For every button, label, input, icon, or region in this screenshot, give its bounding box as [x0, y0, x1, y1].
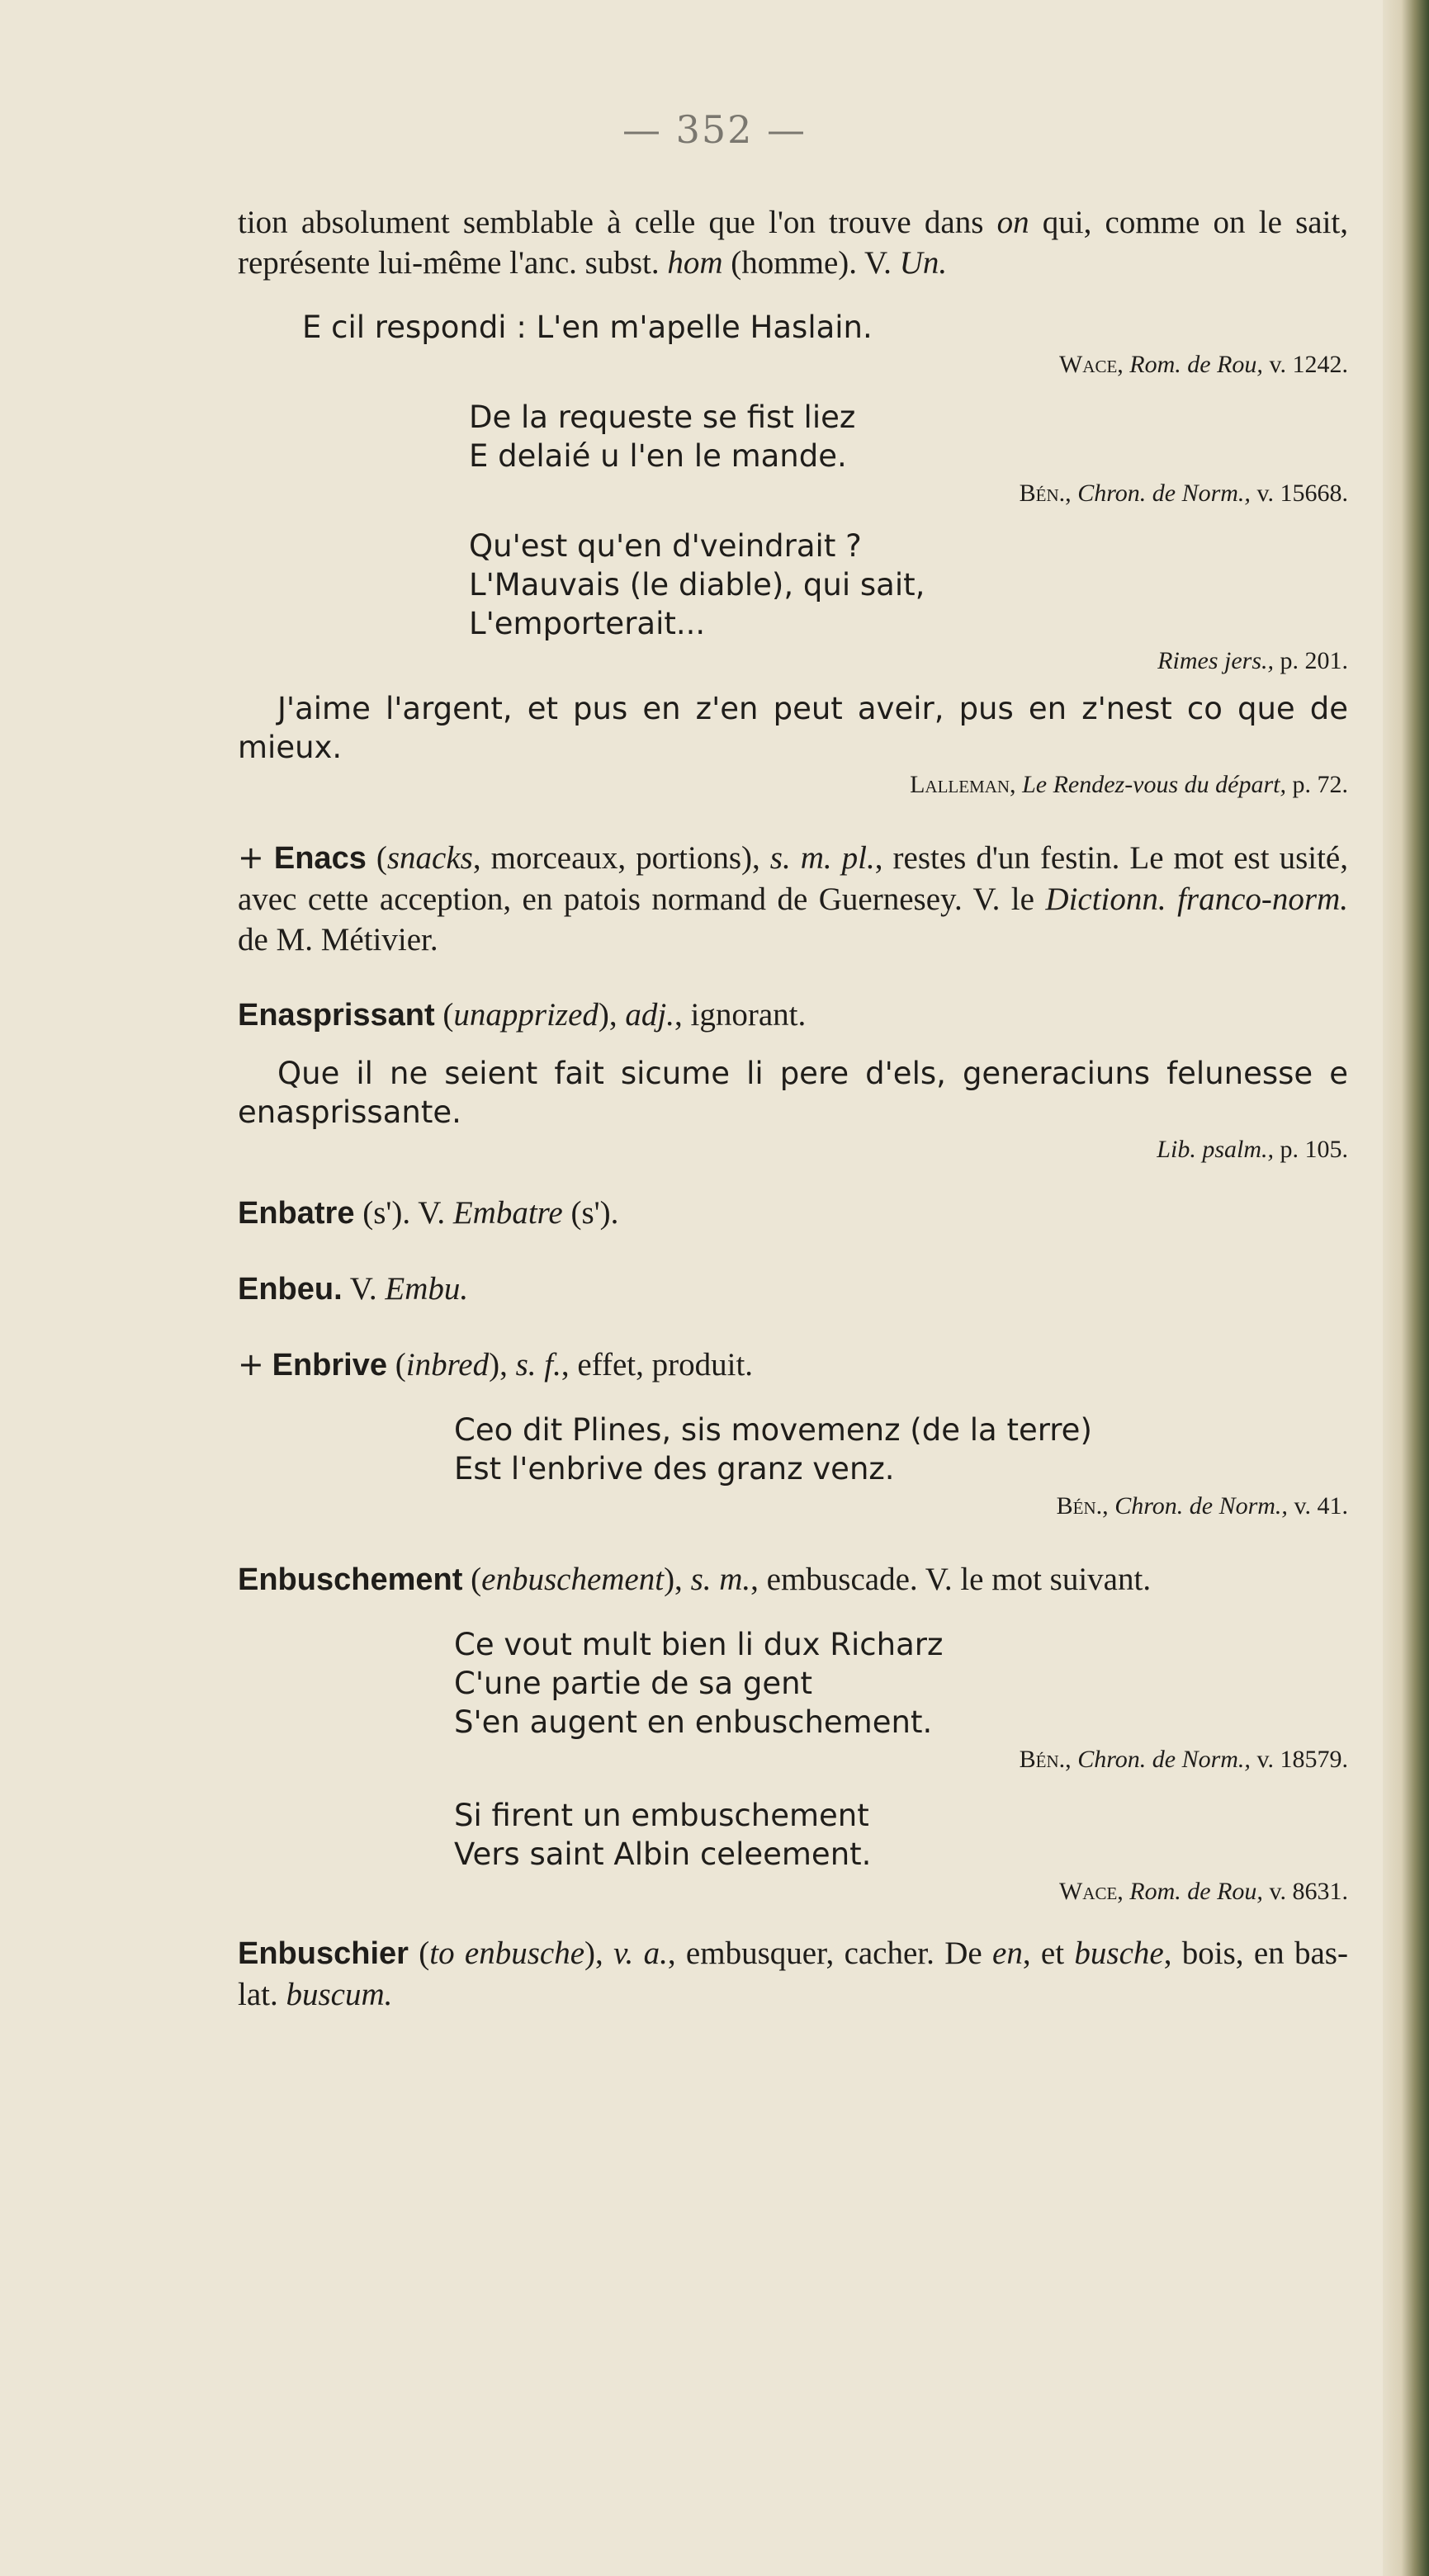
quote-source: Lib. psalm., p. 105.: [1157, 1136, 1348, 1163]
quote-source: Lalleman, Le Rendez-vous du départ, p. 72.: [910, 771, 1348, 798]
page-body: [238, 202, 1348, 2015]
quote-source: Bén., Chron. de Norm., v. 41.: [1056, 1492, 1348, 1520]
quote-ben-3: Ce vout mult bien li dux Richarz C'une partie de sa gent S'en augent en enbuschement. Bén., Chron. de Norm., v. 18579.: [238, 1625, 1348, 1778]
entry-enbatre: Enbatre (s'). V. Embatre (s').: [238, 1195, 619, 1231]
quote-lalleman: J'aime l'argent, et pus en z'en peut aveir, pus en z'nest co que de mieux. Lalleman, Le Rendez-vous du départ, p. 72.: [238, 689, 1348, 803]
headword: Enacs: [273, 841, 367, 876]
quote-wace-2: Si firent un embuschement Vers saint Albin celeement. Wace, Rom. de Rou, v. 8631.: [238, 1796, 1348, 1910]
entry-enacs: + Enacs (snacks, morceaux, portions), s. m. pl., restes d'un festin. Le mot est usité, avec cette acception, en patois normand de Guernesey. V. le Dictionn. franco-norm. de M. Métivier.: [238, 839, 1348, 957]
quote-wace-1: E cil respondi : L'en m'apelle Haslain. Wace, Rom. de Rou, v. 1242.: [238, 308, 1348, 383]
cross-mark: +: [238, 1346, 264, 1383]
headword: Enasprissant: [238, 998, 435, 1033]
page-number: — 352 —: [622, 107, 807, 152]
intro-paragraph: tion absolument semblable à celle que l'on trouve dans on qui, comme on le sait, représente lui-même l'anc. subst. hom (homme). V. Un.: [238, 205, 1348, 281]
headword: Enbrive: [272, 1348, 387, 1383]
entry-enbuschement: Enbuschement (enbuschement), s. m., embuscade. V. le mot suivant.: [238, 1562, 1152, 1597]
headword: Enbatre: [238, 1196, 355, 1231]
entry-enbuschier: Enbuschier (to enbusche), v. a., embusquer, cacher. De en, et busche, bois, en bas-lat. buscum.: [238, 1936, 1348, 2012]
page-edge: [1383, 0, 1429, 2576]
entry-enbrive: + Enbrive (inbred), s. f., effet, produit.: [238, 1346, 754, 1383]
quote-source: Wace, Rom. de Rou, v. 8631.: [1058, 1878, 1348, 1905]
entry-enbeu: Enbeu. V. Embu.: [238, 1271, 469, 1307]
headword: Enbeu.: [238, 1272, 343, 1307]
quote-source: Bén., Chron. de Norm., v. 18579.: [1019, 1746, 1348, 1773]
quote-source: Bén., Chron. de Norm., v. 15668.: [1019, 480, 1348, 507]
quote-lib-psalm: Que il ne seient fait sicume li pere d'els, generaciuns felunesse e enasprissante. Lib. psalm., p. 105.: [238, 1054, 1348, 1168]
entry-enasprissant: Enasprissant (unapprized), adj., ignorant.: [238, 997, 807, 1033]
headword: Enbuschier: [238, 1936, 409, 1971]
quote-rimes-jers: Qu'est qu'en d'veindrait ? L'Mauvais (le diable), qui sait, L'emporterait... Rimes jers., p. 201.: [238, 527, 1348, 679]
quote-ben-2: Ceo dit Plines, sis movemenz (de la terre) Est l'enbrive des granz venz. Bén., Chron. de Norm., v. 41.: [238, 1411, 1348, 1524]
headword: Enbuschement: [238, 1562, 463, 1597]
quote-source: Wace, Rom. de Rou, v. 1242.: [1058, 351, 1348, 378]
quote-source: Rimes jers., p. 201.: [1157, 647, 1348, 674]
cross-mark: +: [238, 839, 264, 876]
quote-ben-1: De la requeste se fist liez E delaié u l'en le mande. Bén., Chron. de Norm., v. 15668.: [238, 398, 1348, 512]
